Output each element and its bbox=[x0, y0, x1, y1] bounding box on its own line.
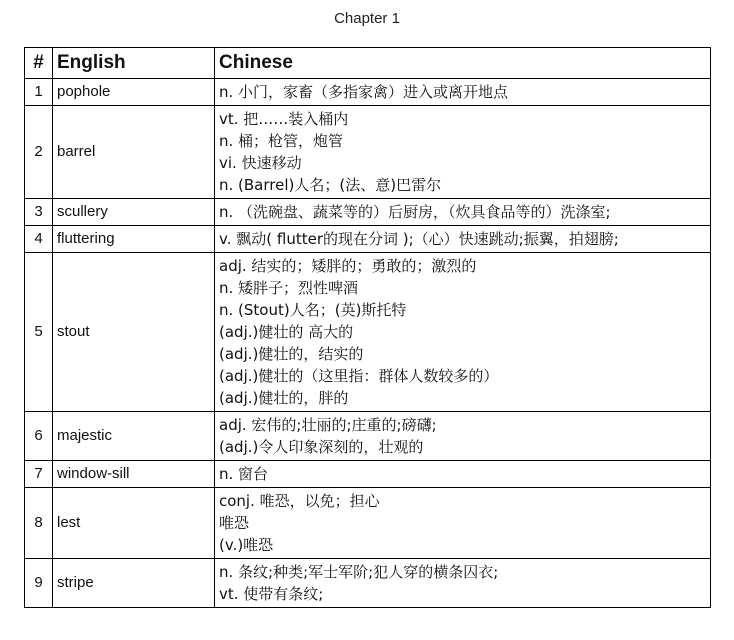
english-word: barrel bbox=[53, 106, 215, 199]
chapter-title: Chapter 1 bbox=[334, 10, 400, 27]
definition-line: adj. 宏伟的;壮丽的;庄重的;磅礴; bbox=[219, 416, 437, 434]
table-row bbox=[25, 559, 711, 608]
chinese-definition bbox=[215, 253, 711, 412]
english-word: stripe bbox=[53, 559, 215, 608]
definition-line: conj. 唯恐，以免；担心 bbox=[219, 492, 380, 510]
english-word: stout bbox=[53, 253, 215, 412]
row-number: 9 bbox=[25, 559, 53, 608]
chinese-definition bbox=[215, 488, 711, 559]
vocabulary-table bbox=[24, 47, 711, 608]
definition-line: v. 飘动( flutter的现在分词 );（心）快速跳动;振翼，拍翅膀; bbox=[219, 230, 619, 248]
definition-line: vt. 把……装入桶内 bbox=[219, 110, 349, 128]
english-word: pophole bbox=[53, 79, 215, 106]
chinese-definition bbox=[215, 412, 711, 461]
table-body bbox=[25, 79, 711, 608]
row-number: 6 bbox=[25, 412, 53, 461]
english-word: scullery bbox=[53, 199, 215, 226]
definition-line: n. 矮胖子；烈性啤酒 bbox=[219, 279, 359, 297]
chinese-definition bbox=[215, 199, 711, 226]
row-number: 7 bbox=[25, 461, 53, 488]
definition-line: (adj.)令人印象深刻的，壮观的 bbox=[219, 438, 424, 456]
column-header-number: # bbox=[25, 48, 53, 79]
table-row bbox=[25, 412, 711, 461]
chinese-definition bbox=[215, 461, 711, 488]
chinese-definition bbox=[215, 106, 711, 199]
definition-line: (adj.)健壮的，胖的 bbox=[219, 389, 349, 407]
table-row bbox=[25, 488, 711, 559]
definition-line: 唯恐 bbox=[219, 514, 250, 532]
definition-line: vi. 快速移动 bbox=[219, 154, 302, 172]
column-header-chinese: Chinese bbox=[215, 48, 711, 79]
table-row bbox=[25, 461, 711, 488]
definition-line: vt. 使带有条纹; bbox=[219, 585, 324, 603]
row-number: 3 bbox=[25, 199, 53, 226]
definition-line: n. (Barrel)人名；(法、意)巴雷尔 bbox=[219, 176, 442, 194]
definition-line: (adj.)健壮的，结实的 bbox=[219, 345, 364, 363]
table-row bbox=[25, 199, 711, 226]
table-header-row bbox=[25, 48, 711, 79]
chinese-definition bbox=[215, 559, 711, 608]
definition-line: n. 条纹;种类;军士军阶;犯人穿的横条囚衣; bbox=[219, 563, 499, 581]
row-number: 4 bbox=[25, 226, 53, 253]
definition-line: (adj.)健壮的 高大的 bbox=[219, 323, 354, 341]
definition-line: n. （洗碗盘、蔬菜等的）后厨房，（炊具食品等的）洗涤室; bbox=[219, 203, 611, 221]
english-word: window-sill bbox=[53, 461, 215, 488]
definition-line: n. 窗台 bbox=[219, 465, 269, 483]
english-word: lest bbox=[53, 488, 215, 559]
definition-line: adj. 结实的；矮胖的；勇敢的；激烈的 bbox=[219, 257, 477, 275]
definition-line: (adj.)健壮的（这里指：群体人数较多的） bbox=[219, 367, 499, 385]
row-number: 5 bbox=[25, 253, 53, 412]
english-word: majestic bbox=[53, 412, 215, 461]
definition-line: n. 桶；枪管，炮管 bbox=[219, 132, 344, 150]
table-row bbox=[25, 106, 711, 199]
row-number: 1 bbox=[25, 79, 53, 106]
row-number: 2 bbox=[25, 106, 53, 199]
table-row bbox=[25, 253, 711, 412]
row-number: 8 bbox=[25, 488, 53, 559]
table-row bbox=[25, 226, 711, 253]
chinese-definition bbox=[215, 79, 711, 106]
definition-line: n. (Stout)人名；(英)斯托特 bbox=[219, 301, 407, 319]
definition-line: (v.)唯恐 bbox=[219, 536, 274, 554]
english-word: fluttering bbox=[53, 226, 215, 253]
definition-line: n. 小门，家畜（多指家禽）进入或离开地点 bbox=[219, 83, 509, 101]
table-row bbox=[25, 79, 711, 106]
chinese-definition bbox=[215, 226, 711, 253]
column-header-english: English bbox=[53, 48, 215, 79]
